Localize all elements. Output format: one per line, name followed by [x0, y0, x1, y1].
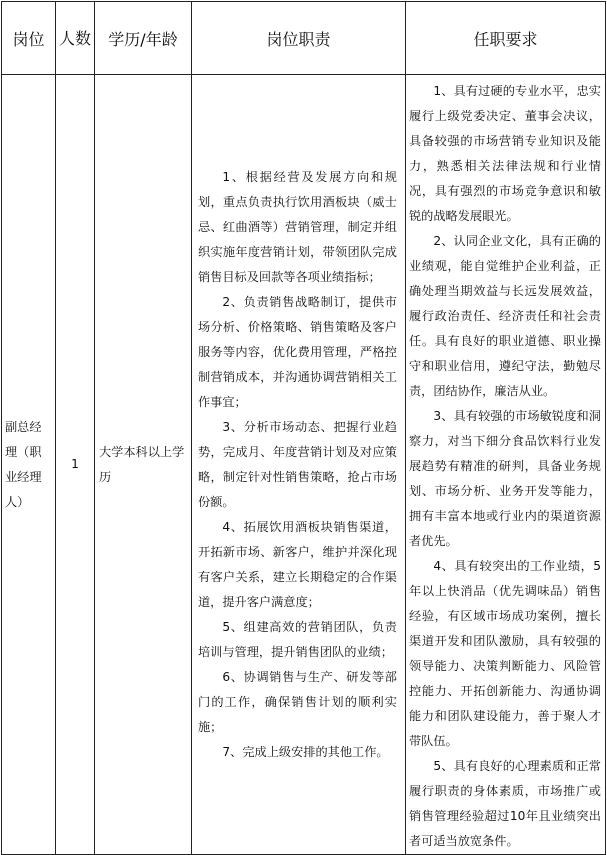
duty-item: 2、负责销售战略制订，提供市场分析、价格策略、销售策略及客户服务等内容，优化费用管理，严格控制营销成本，并沟通协调营销相关工作事宜； [198, 294, 397, 409]
cell-education: 大学本科以上学历 [95, 75, 192, 855]
header-post: 岗位 [2, 2, 56, 75]
duty-list [198, 165, 397, 765]
duty-item: 5、组建高效的营销团队，负责培训与管理，提升销售团队的业绩； [198, 619, 397, 659]
requirement-item: 3、具有较强的市场敏锐度和洞察力，对当下细分食品饮料行业发展趋势有精准的研判，具备业务规划、市场分析、业务开发等能力，拥有丰富本地或行业内的渠道资源者优先。 [409, 409, 601, 548]
duty-item: 4、拓展饮用酒板块销售渠道，开拓新市场、新客户，维护并深化现有客户关系，建立长期稳定的合作渠道，提升客户满意度； [198, 519, 397, 609]
duty-item: 1、根据经营及发展方向和规划，重点负责执行饮用酒板块（威士忌、红曲酒等）营销管理，制定并组织实施年度营销计划，带领团队完成销售目标及回款等各项业绩指标； [198, 169, 397, 284]
cell-post: 副总经理（职业经理人） [2, 75, 56, 855]
table-row [2, 75, 606, 855]
header-requirements: 任职要求 [406, 2, 606, 75]
cell-requirements [406, 75, 606, 855]
duty-item: 6、协调销售与生产、研发等部门的工作，确保销售计划的顺利实施； [198, 669, 397, 734]
requirement-list [409, 75, 601, 854]
header-education-age: 学历/年龄 [95, 2, 192, 75]
requirement-item: 1、具有过硬的专业水平，忠实履行上级党委决定、董事会决议，具备较强的市场营销专业知识及能力，熟悉相关法律法规和行业情况，具有强烈的市场竞争意识和敏锐的战略发展眼光。 [409, 84, 601, 223]
requirement-item: 4、具有较突出的工作业绩，5年以上快消品（优先调味品）销售经验，有区域市场成功案例，擅长渠道开发和团队激励，具有较强的领导能力、决策判断能力、风险管控能力、开拓创新能力、沟通协调能力和团队建设能力，善于聚人才带队伍。 [409, 559, 601, 748]
duty-item: 3、分析市场动态、把握行业趋势，完成月、年度营销计划及对应策略，制定针对性销售策略，抢占市场份额。 [198, 419, 397, 509]
job-posting-table [1, 1, 606, 855]
header-duties: 岗位职责 [192, 2, 406, 75]
requirement-item: 2、认同企业文化，具有正确的业绩观，能自觉维护企业利益，正确处理当期效益与长远发展效益，履行政治责任、经济责任和社会责任。具有良好的职业道德、职业操守和职业信用，遵纪守法，勤勉尽责，团结协作，廉洁从业。 [409, 234, 601, 398]
requirement-item: 5、具有良好的心理素质和正常履行职责的身体素质，市场推广或销售管理经验超过10年且业绩突出者可适当放宽条件。 [409, 759, 601, 848]
cell-count: 1 [56, 75, 95, 855]
cell-duties [192, 75, 406, 855]
header-count: 人数 [56, 2, 95, 75]
duty-item: 7、完成上级安排的其他工作。 [222, 744, 389, 759]
header-row [2, 2, 606, 75]
